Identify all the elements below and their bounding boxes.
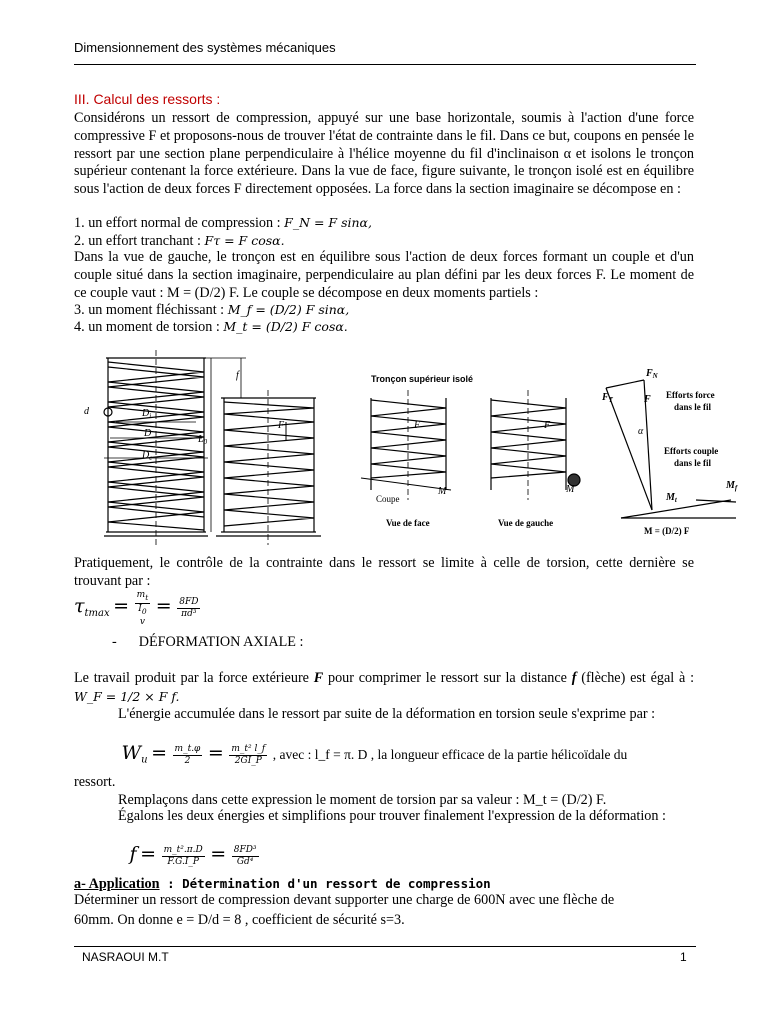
footer-rule: [74, 946, 696, 947]
fig-label-F-spring: F: [278, 420, 285, 431]
fig-label-mf: $M_f$: [726, 480, 738, 492]
list-item-2-text: 2. un effort tranchant :: [74, 233, 205, 249]
tau-frac-1: $m_t$ $I_0$ v: [136, 590, 149, 627]
fig-label-M-gauche: M: [566, 484, 575, 495]
paragraph-replace: Remplaçons dans cette expression le moment de torsion par sa valeur : M_t = (D/2) F.: [118, 792, 607, 808]
list-item-1-math: F_N = F sinα,: [284, 215, 372, 230]
deformation-heading: - DÉFORMATION AXIALE :: [112, 634, 304, 650]
tau-frac-2: $\frac{8FD}{\text{πd³}}$: [179, 597, 199, 620]
fig-label-l0: $L_0$: [198, 434, 208, 446]
list-item-4-math: M_t = (D/2) F cosα.: [223, 319, 348, 334]
fig-label-D: D: [144, 428, 152, 439]
fig-label-F-gauche: F: [544, 420, 551, 431]
deformation-heading-text: DÉFORMATION AXIALE :: [138, 634, 304, 650]
list-item-3-text: 3. un moment fléchissant :: [74, 302, 228, 318]
paragraph-couple: Dans la vue de gauche, le tronçon est en équilibre sous l'action de deux forces formant un couple et d'un couple situé dans la section imaginaire, perpendiculaire au plan défini par les deux forces F. Le moment de ce couple vaut : M = (D/2) F. Le couple se décompose en deux moments partiels :: [74, 249, 694, 301]
fig-label-M-face: M: [438, 486, 447, 497]
compressed-spring-drawing: [206, 358, 321, 545]
page-header: Dimensionnement des systèmes mécaniques: [74, 40, 336, 55]
list-item-3-math: M_f = (D/2) F sinα,: [227, 302, 350, 317]
application-text-1: Déterminer un ressort de compression devant supporter une charge de 600N avec une flèche de: [74, 892, 615, 908]
tau-sub: tmax: [84, 607, 110, 619]
fig-label-F-face: F: [414, 420, 421, 431]
fig-label-vue-gauche: Vue de gauche: [498, 518, 554, 528]
list-item-2: [74, 232, 694, 251]
list-item-4-text: 4. un moment de torsion :: [74, 319, 224, 335]
fig-label-coupe: Coupe: [376, 494, 400, 504]
free-spring-drawing: [104, 350, 208, 545]
paragraph-equalize: Égalons les deux énergies et simplifions pour trouver finalement l'expression de la déformation :: [118, 808, 666, 824]
header-rule: [74, 64, 696, 65]
paragraph-torsion: Pratiquement, le contrôle de la contrainte dans le ressort se limite à celle de torsion, cette dernière se trouvant par :: [74, 555, 694, 589]
section-title: III. Calcul des ressorts :: [74, 91, 221, 107]
fig-efforts-couple-1: Efforts couple: [664, 446, 719, 456]
wu-tail: ressort.: [74, 774, 116, 790]
tau-symbol: τ: [74, 595, 85, 618]
fig-label-f-diagram: F: [644, 394, 651, 405]
spring-figure: [84, 350, 756, 550]
fig-label-alpha: α: [638, 426, 644, 437]
isolated-section-drawings: [361, 390, 580, 500]
fig-efforts-force-2: dans le fil: [674, 402, 712, 412]
list-item-2-math: Fτ = F cosα.: [204, 233, 285, 248]
fig-label-d: d: [84, 406, 89, 417]
fig-label-ft: $F_T$: [602, 392, 613, 404]
fig-label-de: $D_e$: [142, 450, 153, 462]
fig-label-fn: $F_N$: [646, 368, 658, 380]
fig-label-mt: $M_t$: [666, 492, 677, 504]
paragraph-work: Le travail produit par la force extérieure F pour comprimer le ressort sur la distance f (flèche) est égal à : W_F = 1/2 × F f.: [74, 670, 695, 704]
list-item-4: [74, 318, 694, 337]
wu-formula: $W_u$ = $\frac{m\_t.\varphi}{2}$ = $\frac{\text{m\_t² l\_f}}{2GI\_P}$ , avec : l_f = π. D , la longueur efficace de la partie hélicoïdale du: [121, 741, 628, 766]
fig-label-di: $D_i$: [142, 408, 152, 420]
fig-label-vue-face: Vue de face: [386, 518, 430, 528]
footer-page-number: 1: [680, 950, 687, 964]
paragraph-energy: L'énergie accumulée dans le ressort par suite de la déformation en torsion seule s'exprime par :: [118, 706, 656, 722]
fig-label-m-eq: M = (D/2) F: [644, 526, 690, 536]
fig-efforts-couple-2: dans le fil: [674, 458, 712, 468]
footer-author: NASRAOUI M.T: [82, 950, 169, 964]
list-item-1-text: 1. un effort normal de compression :: [74, 215, 285, 231]
fig-efforts-force-1: Efforts force: [666, 390, 715, 400]
tau-formula: $\tau_{tmax}$ = $m_t$ $I_0$ v = $\frac{8FD}{\text{πd³}}$: [74, 590, 199, 627]
application-text-2: 60mm. On donne e = D/d = 8 , coefficient de sécurité s=3.: [74, 912, 405, 928]
fig-label-f: f: [236, 370, 239, 381]
fig-label-troncon: Tronçon supérieur isolé: [371, 374, 474, 384]
application-title: a- Application : Détermination d'un ressort de compression: [74, 876, 491, 892]
list-item-1: [74, 214, 694, 233]
list-item-3: [74, 301, 694, 320]
f-formula: f = $\frac{\text{m\_t².π.D}}{F.G.I\_P}$ = $\frac{\text{8FD³}}{\text{Gd⁴}}$: [129, 842, 257, 867]
intro-paragraph: Considérons un ressort de compression, appuyé sur une base horizontale, soumis à l'action d'une force compressive F et proposons-nous de trouver l'état de contrainte dans le fil. Dans ce but, coupons en pensée le ressort par une section plane perpendiculaire à l'hélice moyenne du fil d'inclinaison α et isolons le tronçon supérieur contenant la force extérieure. Dans la vue de face, figure suivante, le tronçon isolé est en équilibre sous l'action de deux forces F directement opposées. La force dans la section imaginaire se décompose en :: [74, 110, 694, 198]
